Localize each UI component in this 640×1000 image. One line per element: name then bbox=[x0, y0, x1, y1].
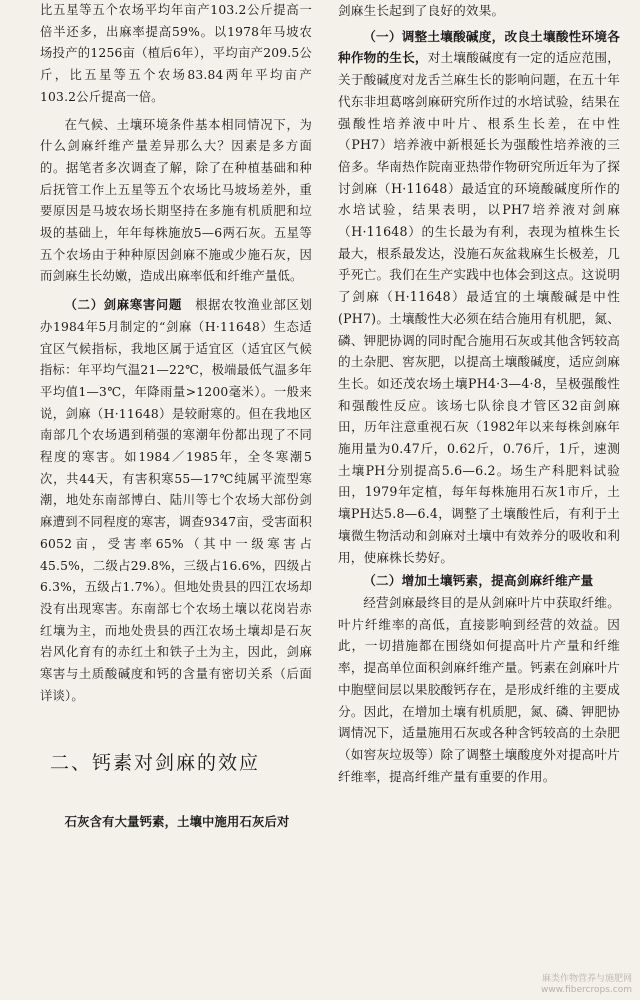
paragraph bbox=[338, 26, 620, 569]
paragraph: 在气候、土壤环境条件基本相同情况下，为什么剑麻纤维产量差异那么大？因素是多方面的。据笔者多次调查了解，除了在种植基础和种后抚管工作上五星等五个农场比马坡场差外，重要原因是马坡农场长期坚持在多施有机质肥和垃圾的基础上，年年每株施放5—6两石灰。五星等五个农场由于种种原因剑麻不施或少施石灰，因而剑麻生长幼嫩，造成出麻率低和纤维产量低。 bbox=[40, 117, 312, 284]
subsection-heading: （二）增加土壤钙素，提高剑麻纤维产量 bbox=[363, 573, 594, 589]
watermark bbox=[541, 974, 632, 996]
left-column bbox=[40, 0, 312, 832]
watermark-url: www.fibercrops.com bbox=[541, 985, 632, 995]
paragraph bbox=[40, 294, 312, 707]
subsection-heading: （二）剑麻寒害问题 bbox=[64, 297, 183, 313]
paragraph-body: 对土壤酸碱度有一定的适应范围，关于酸碱度对龙舌兰麻生长的影响问题，在五十年代东非坦葛喀剑麻研究所作过的水培试验，结果在强酸性培养液中叶片、根系生长差，在中性（PH7）培养液中新根延长为强酸性培养液的三倍多。华南热作院南亚热带作物研究所近年为了探讨剑麻（H·11648）最适宜的环境酸碱度所作的水培试验，结果表明，以PH7培养液对剑麻（H·11648）的生长最为有利，表现为植株生长最大，根系最发达，没施石灰盆栽麻生长极差，几乎死亡。我们在生产实践中也体会到这点。这说明了剑麻（H·11648）最适宜的土壤酸碱是中性(PH7)。土壤酸性大必须在结合施用有机肥，氮、磷、钾肥协调的同时配合施用石灰或其他含钙较高的土杂肥、窖灰肥，以提高土壤酸碱度，适应剑麻生长。如还茂农场土壤PH4·3—4·8，呈极强酸性和强酸性反应。该场七队徐良才管区32亩剑麻田，历年注意重视石灰（1982年以来每株剑麻年施用量为0.47斤，0.62斤，0.76斤，1斤，速测土壤PH分别提高5.6—6.2。场生产科肥料试验田，1979年定植，每年每株施用石灰1市斤，土壤PH达5.8—6.4，调整了土壤酸性后，有利于土壤微生物活动和剑麻对土壤中有效养分的吸收和利用，使麻株长势好。 bbox=[338, 50, 620, 565]
paragraph: 石灰含有大量钙素，土壤中施用石灰后对 bbox=[64, 813, 290, 829]
paragraph: 比五星等五个农场平均年亩产103.2公斤提高一倍半还多，出麻率提高59%。以1978年马坡农场投产的1256亩（植后6年），平均亩产209.5公斤，比五星等五个农场83.84两年平均亩产103.2公斤提高一倍。 bbox=[40, 3, 312, 104]
subsection-heading: （一）调整土壤酸碱度，改良土壤酸性环境各种作物的生长， bbox=[338, 28, 620, 66]
paragraph: 经营剑麻最终目的是从剑麻叶片中获取纤维。叶片纤维率的高低，直接影响到经营的效益。因此，一切措施都在围绕如何提高叶片产量和纤维率，提高单位面积剑麻纤维产量。钙素在剑麻叶片中胞壁间层以果胶酸钙存在，是形成纤维的主要成分。因此，在增加土壤有机质肥，氮、磷、钾肥协调情况下，适量施用石灰或各种含钙较高的土杂肥（如窖灰垃圾等）除了调整土壤酸度外对提高叶片纤维率，提高纤维产量有重要的作用。 bbox=[338, 594, 620, 784]
paragraph-body: 根据农牧渔业部区划办1984年5月制定的“剑麻（H·11648）生态适宜区气候指标，我地区属于适宜区（适宜区气候指标：年平均气温21—22℃，极端最低气温多年平均值1—3℃，年降雨量>1200毫米）。一般来说，剑麻（H·11648）是较耐寒的。但在我地区南部几个农场遇到稍强的寒潮年份都出现了不同程度的寒害。如1984／1985年，全冬寒潮5次，共44天，有害积寒55—17℃纯属平流型寒潮，地处东南部博白、陆川等七个农场大部份剑麻遭到不同程度的寒害，调查9347亩，受害面积6052亩，受害率65%（其中一级寒害占45.5%，二级占29.8%，三级占16.6%，四级占6.3%，五级占1.7%）。但地处贵县的四江农场却没有出现寒害。东南部七个农场土壤以花岗岩赤红壤为主，而地处贵县的西江农场土壤却是石灰岩风化育有的赤红土和铁子土为主，因此，剑麻寒害与土质酸碱度和钙的含量有密切关系（后面详谈）。 bbox=[40, 298, 312, 703]
watermark-title: 麻类作物营养与施肥网 bbox=[541, 974, 632, 984]
right-column bbox=[338, 0, 620, 787]
paragraph: 剑麻生长起到了良好的效果。 bbox=[338, 3, 505, 18]
section-title: 二、钙素对剑麻的效应 bbox=[50, 751, 261, 774]
